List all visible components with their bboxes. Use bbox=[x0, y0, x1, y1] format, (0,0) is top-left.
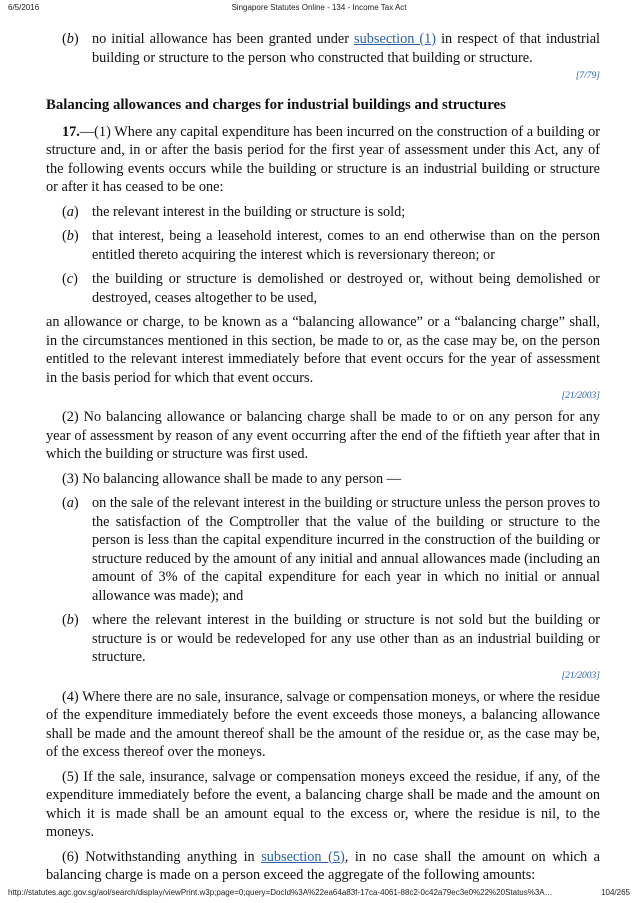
subsection-5-link[interactable]: subsection (5) bbox=[261, 848, 345, 865]
subsection-4: (4) Where there are no sale, insurance, salvage or compensation moneys, or where the residue of the expenditure immediately before the event exceeds those moneys, a balancing allowance shall be made and the amount thereof shall be the amount of the residue or, as the case may be, of the excess thereof over the moneys. bbox=[46, 688, 600, 760]
section-number: 17. bbox=[62, 123, 80, 140]
subsection-5: (5) If the sale, insurance, salvage or compensation moneys exceed the residue, if any, of the expenditure immediately before the event, a balancing charge shall be made and the amount on which it is made shall be an amount equal to the excess or, where the residue is nil, to the moneys. bbox=[46, 768, 600, 840]
print-url: http://statutes.agc.gov.sg/aol/search/display/viewPrint.w3p;page=0;query=DocId%3A%22ea64a83f-17ca-4061-88c2-0c42a79ec3e0%22%20Status%3A… bbox=[8, 888, 553, 897]
subsection-1-text: —(1) Where any capital expenditure has been incurred on the construction of a building or structure and, in or after the basis period for the first year of assessment under this Act, any of the following events occurs while the building or structure is an industrial building or structure or after it has ceased to be one: bbox=[46, 123, 600, 195]
subsection-1-item-c bbox=[46, 270, 600, 307]
item-label: ( a ) bbox=[46, 494, 92, 605]
section-heading: Balancing allowances and charges for industrial buildings and structures bbox=[46, 97, 506, 113]
subsection-2: (2) No balancing allowance or balancing charge shall be made to or on any person for any year of assessment by reason of any event occurring after the end of the fiftieth year after that in which the building or structure was first used. bbox=[46, 409, 600, 462]
item-text: that interest, being a leasehold interest, comes to an end otherwise than on the person entitled thereto acquiring the interest which is reversionary thereon; or bbox=[92, 228, 600, 263]
subsection-3: (3) No balancing allowance shall be made to any person — bbox=[62, 470, 402, 487]
subsection-1-link[interactable]: subsection (1) bbox=[354, 31, 437, 47]
item-text: on the sale of the relevant interest in the building or structure unless the person proves to the satisfaction of the Comptroller that the value of the building or structure to the person is less than the capital expenditure incurred in the construction of the building or structure reduced by the amount of any initial and annual allowances made (including an amount of 3% of the capital expenditure for each year in which no initial or annual allowance was made); and bbox=[92, 495, 600, 604]
print-title: Singapore Statutes Online - 134 - Income Tax Act bbox=[231, 3, 407, 12]
page-counter: 104/265 bbox=[601, 888, 630, 897]
clause-text-pre: no initial allowance has been granted under bbox=[92, 31, 355, 47]
clause-label: ( b ) bbox=[46, 30, 92, 67]
item-label: ( a ) bbox=[46, 203, 92, 222]
amendment-reference: [7/79] bbox=[575, 71, 600, 81]
print-header bbox=[0, 3, 638, 15]
item-label: ( b ) bbox=[46, 227, 92, 264]
print-date: 6/5/2016 bbox=[8, 3, 40, 12]
subsection-6 bbox=[46, 848, 600, 885]
subsection-3-item-b bbox=[46, 611, 600, 667]
clause-text bbox=[92, 30, 600, 67]
subsection-1 bbox=[46, 123, 600, 197]
subsection-3-item-a bbox=[46, 494, 600, 605]
item-text: the relevant interest in the building or structure is sold; bbox=[92, 203, 406, 220]
print-footer bbox=[0, 888, 638, 900]
item-text: where the relevant interest in the building or structure is not sold but the building or structure is or would be redeveloped for any use other than as an industrial building or structure. bbox=[92, 612, 600, 665]
amendment-reference: [21/2003] bbox=[561, 391, 600, 401]
item-text: the building or structure is demolished or destroyed or, without being demolished or destroyed, ceases altogether to be used, bbox=[92, 271, 600, 306]
subsection-6-post: , in no case shall the amount on which a balancing charge is made on a person exceed the aggregate of the following amounts: bbox=[46, 848, 600, 883]
subsection-1-item-a bbox=[46, 203, 600, 222]
clause-b-initial-allowance bbox=[46, 30, 600, 67]
amendment-reference: [21/2003] bbox=[561, 670, 600, 681]
subsection-6-pre: (6) Notwithstanding anything in bbox=[62, 848, 262, 865]
item-label: ( b ) bbox=[46, 611, 92, 667]
subsection-1-tail: an allowance or charge, to be known as a “balancing allowance” or a “balancing charge” shall, in the circumstances mentioned in this section, be made to or, as the case may be, on the person entitled to the relevant interest immediately before that event occurs for the year of assessment in the basis period for which that event occurs. bbox=[46, 314, 600, 386]
statute-content bbox=[46, 30, 600, 891]
clause-text-post: in respect of that industrial building or structure to the person who constructed that building or structure. bbox=[92, 31, 601, 66]
subsection-1-item-b bbox=[46, 227, 600, 264]
item-label: ( c ) bbox=[46, 270, 92, 307]
